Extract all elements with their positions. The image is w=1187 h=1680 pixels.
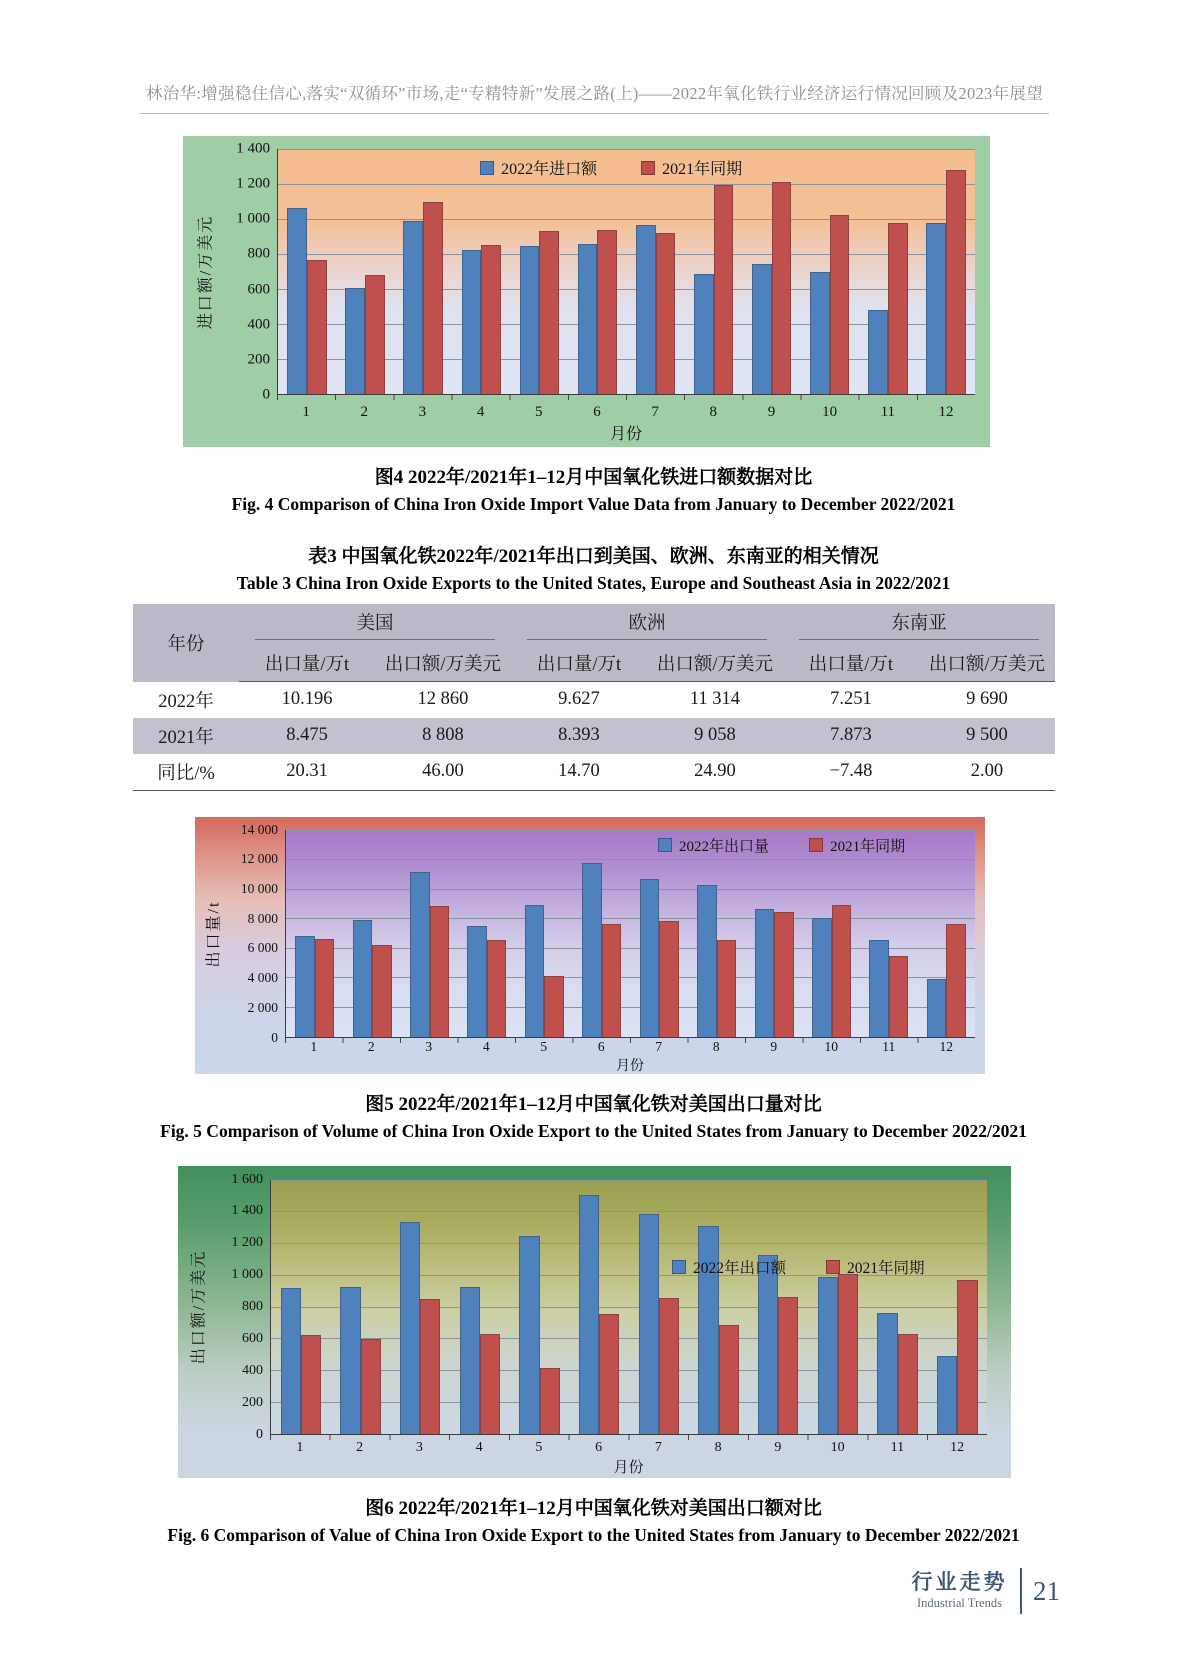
figure-4-caption-zh: 图4 2022年/2021年1–12月中国氧化铁进口额数据对比	[374, 467, 813, 488]
bar-group-month-7	[629, 1180, 689, 1434]
x-tick-label: 11	[880, 404, 896, 420]
y-tick-label: 1 200	[231, 1235, 263, 1251]
x-tick-label: 9	[774, 1439, 782, 1455]
y-tick-label: 800	[247, 245, 270, 262]
y-tick-label: 2 000	[247, 999, 278, 1015]
y-tick-label: 600	[242, 1330, 263, 1346]
bar-group-month-3	[401, 830, 458, 1037]
bar-group-month-6	[569, 1180, 629, 1434]
bar-2021年同期-month-5	[539, 231, 559, 394]
legend-swatch	[658, 838, 672, 852]
x-axis-ticks	[277, 395, 975, 421]
bar-2021年同期-month-3	[423, 202, 443, 395]
bar-chart-import-value	[183, 136, 990, 447]
running-head: 林治华:增强稳住信心,落实“双循环”市场,走“专精特新”发展之路(上)——2022年氧化铁行业经济运行情况回顾及2023年展望	[140, 80, 1049, 114]
x-tick-label: 3	[425, 1038, 433, 1054]
cell: 9 500	[966, 725, 1008, 745]
row-label: 2021年	[158, 727, 214, 748]
bar-2021年同期-month-10	[838, 1274, 858, 1434]
cell: 7.873	[830, 725, 872, 745]
table-row	[133, 754, 1055, 791]
bar-2021年同期-month-8	[719, 1325, 739, 1434]
cell: 8 808	[422, 725, 464, 745]
bar-2022年出口量-month-1	[295, 936, 315, 1037]
bar-2021年同期-month-9	[772, 182, 792, 394]
x-tick-label: 9	[770, 1038, 778, 1054]
footer-section-zh: 行业走势	[911, 1570, 1008, 1595]
bar-2021年同期-month-1	[315, 939, 335, 1037]
bar-group-month-6	[573, 830, 630, 1037]
bar-group-month-5	[510, 149, 568, 394]
y-tick-label: 6 000	[247, 940, 278, 956]
bar-group-month-10	[803, 830, 860, 1037]
bar-2021年同期-month-12	[946, 924, 966, 1036]
x-tick-label: 12	[950, 1439, 965, 1455]
y-tick-label: 1 000	[231, 1267, 263, 1283]
table-header-usa: 美国	[239, 604, 511, 645]
bar-2022年进口额-month-10	[810, 272, 830, 395]
bar-group-month-4	[450, 1180, 510, 1434]
bar-group-month-7	[631, 830, 688, 1037]
footer-section-en: Industrial Trends	[916, 1595, 1003, 1610]
y-tick-label: 0	[262, 386, 270, 403]
x-tick-label: 2	[356, 1439, 364, 1455]
bar-2021年同期-month-3	[430, 906, 450, 1037]
y-axis-title: 出口量/t	[205, 900, 223, 967]
table-3-title-en: Table 3 China Iron Oxide Exports to the United States, Europe and Southeast Asia in 2022/2021	[236, 573, 951, 593]
legend-label: 2021年同期	[830, 838, 906, 855]
bar-group-month-2	[343, 830, 400, 1037]
legend-swatch	[641, 161, 655, 175]
bar-group-month-10	[801, 149, 859, 394]
cell: 9 690	[966, 689, 1008, 710]
plot-area	[285, 830, 975, 1038]
footer-section	[912, 1571, 1008, 1610]
bar-2022年进口额-month-9	[752, 264, 772, 394]
x-tick-label: 6	[595, 1439, 603, 1455]
bar-2021年同期-month-7	[659, 1298, 679, 1434]
y-axis-title: 出口额/万美元	[190, 1249, 208, 1365]
bar-group-month-11	[868, 1180, 928, 1434]
bar-2021年同期-month-11	[888, 223, 908, 395]
x-tick-label: 7	[651, 404, 659, 420]
table-header-year: 年份	[133, 604, 239, 682]
x-tick-label: 5	[540, 1038, 548, 1054]
bar-2022年出口额-month-12	[937, 1356, 957, 1434]
legend-item	[480, 156, 597, 179]
legend-label: 2022年出口量	[679, 838, 770, 855]
x-tick-label: 11	[890, 1439, 905, 1455]
x-tick-label: 1	[296, 1439, 304, 1455]
bar-2021年同期-month-4	[487, 940, 507, 1036]
x-axis-title: 月份	[613, 1459, 644, 1476]
bar-group-month-8	[689, 1180, 749, 1434]
bar-2021年同期-month-1	[301, 1335, 321, 1433]
legend-item	[641, 156, 742, 179]
page-footer	[912, 1568, 1061, 1614]
x-tick-label: 10	[824, 1038, 838, 1054]
x-tick-label: 2	[360, 404, 368, 420]
bar-2021年同期-month-7	[656, 233, 676, 394]
bar-2022年出口量-month-4	[467, 926, 487, 1037]
bar-2022年进口额-month-5	[520, 246, 540, 394]
bar-2022年出口量-month-2	[353, 920, 373, 1037]
bar-2021年同期-month-6	[599, 1314, 619, 1433]
x-tick-label: 7	[654, 1439, 662, 1455]
bar-2021年同期-month-11	[889, 956, 909, 1037]
bar-2022年出口额-month-6	[579, 1195, 599, 1434]
bar-2021年同期-month-2	[372, 945, 392, 1037]
bar-2021年同期-month-6	[602, 924, 622, 1036]
legend-label: 2022年出口额	[692, 1259, 786, 1277]
figure-6-chart	[178, 1166, 1011, 1478]
legend-swatch	[480, 161, 494, 175]
bar-group-month-1	[278, 149, 336, 394]
x-tick-label: 12	[939, 1038, 953, 1054]
y-tick-label: 4 000	[247, 970, 278, 986]
bar-2022年出口额-month-7	[639, 1214, 659, 1433]
cell: 12 860	[417, 689, 469, 710]
bar-2022年进口额-month-4	[462, 250, 482, 394]
y-tick-label: 8 000	[247, 910, 278, 926]
y-tick-label: 0	[256, 1426, 263, 1442]
x-tick-label: 4	[475, 1439, 483, 1455]
y-tick-label: 0	[271, 1029, 278, 1045]
bar-series	[278, 149, 975, 394]
bar-group-month-4	[452, 149, 510, 394]
bar-2022年进口额-month-12	[926, 223, 946, 395]
bar-2021年同期-month-12	[957, 1280, 977, 1433]
figure-5-chart	[195, 817, 985, 1074]
y-tick-label: 1 200	[236, 175, 270, 192]
y-tick-label: 200	[247, 351, 270, 368]
bar-2022年出口量-month-11	[869, 940, 889, 1036]
cell: 46.00	[375, 754, 511, 791]
table-subheader: 出口量/万t	[239, 645, 375, 682]
table-subheader: 出口量/万t	[511, 645, 647, 682]
legend-item	[672, 1256, 786, 1278]
bar-2021年同期-month-12	[946, 170, 966, 394]
x-tick-label: 2	[367, 1038, 375, 1054]
bar-2021年同期-month-10	[830, 215, 850, 394]
table-row	[133, 682, 1055, 718]
bar-2022年出口量-month-6	[582, 863, 602, 1037]
x-tick-label: 6	[597, 1038, 605, 1054]
bar-group-month-8	[688, 830, 745, 1037]
bar-series	[286, 830, 975, 1037]
page-number: 21	[1033, 1575, 1060, 1606]
bar-2021年同期-month-4	[481, 245, 501, 394]
bar-group-month-4	[458, 830, 515, 1037]
bar-group-month-12	[917, 149, 975, 394]
bar-group-month-12	[927, 1180, 987, 1434]
x-axis-ticks	[270, 1435, 987, 1456]
y-tick-label: 1 400	[231, 1203, 263, 1219]
bar-chart-export-volume	[195, 817, 985, 1074]
cell: 14.70	[511, 754, 647, 791]
x-tick-label: 10	[830, 1439, 845, 1455]
x-tick-label: 12	[938, 404, 954, 420]
bar-2022年出口额-month-2	[340, 1287, 360, 1434]
x-tick-label: 5	[535, 1439, 543, 1455]
bar-2021年同期-month-4	[480, 1334, 500, 1434]
table-3	[133, 604, 1055, 791]
x-tick-label: 3	[418, 404, 427, 420]
bar-series	[271, 1180, 987, 1434]
x-tick-label: 9	[767, 404, 776, 420]
bar-2021年同期-month-6	[597, 230, 617, 395]
x-tick-label: 11	[882, 1038, 896, 1054]
y-tick-label: 12 000	[240, 851, 278, 867]
bar-2021年同期-month-8	[714, 185, 734, 394]
bar-group-month-11	[860, 830, 917, 1037]
y-tick-label: 10 000	[240, 880, 278, 896]
cell: 2.00	[919, 754, 1055, 791]
bar-2022年出口量-month-10	[812, 918, 832, 1036]
bar-2022年进口额-month-2	[345, 288, 365, 394]
figure-6-caption-en: Fig. 6 Comparison of Value of China Iron Oxide Export to the United States from January to December 2022/2021	[167, 1524, 1020, 1545]
x-axis-ticks	[285, 1038, 975, 1055]
bar-2021年同期-month-5	[540, 1368, 560, 1433]
bar-2022年出口量-month-5	[525, 905, 545, 1037]
bar-group-month-2	[336, 149, 394, 394]
figure-6-caption-zh: 图6 2022年/2021年1–12月中国氧化铁对美国出口额对比	[365, 1497, 822, 1519]
bar-group-month-1	[286, 830, 343, 1037]
bar-2022年出口量-month-9	[755, 909, 775, 1037]
bar-2021年同期-month-10	[832, 905, 852, 1037]
x-tick-label: 3	[415, 1439, 423, 1455]
bar-2022年进口额-month-3	[403, 221, 423, 394]
bar-2021年同期-month-11	[898, 1334, 918, 1433]
x-axis-title: 月份	[609, 426, 642, 443]
legend-item	[809, 835, 905, 856]
cell: 7.251	[830, 689, 872, 710]
cell: 8.475	[286, 725, 328, 745]
y-axis-title: 进口额/万美元	[197, 214, 215, 330]
bar-group-month-11	[859, 149, 917, 394]
bar-group-month-1	[271, 1180, 331, 1434]
x-tick-label: 4	[482, 1038, 490, 1054]
legend-item	[826, 1256, 925, 1278]
x-tick-label: 5	[535, 404, 543, 420]
cell: −7.48	[783, 754, 919, 791]
bar-group-month-6	[568, 149, 626, 394]
x-tick-label: 8	[714, 1439, 722, 1455]
bar-2022年进口额-month-6	[578, 244, 598, 394]
bar-group-month-9	[745, 830, 802, 1037]
bar-2021年同期-month-9	[774, 912, 794, 1036]
bar-2021年同期-month-9	[778, 1297, 798, 1434]
bar-2022年出口额-month-10	[818, 1277, 838, 1433]
y-axis-ticks	[227, 821, 285, 1045]
y-tick-label: 400	[242, 1362, 263, 1378]
table-subheader: 出口额/万美元	[647, 645, 783, 682]
figure-5-caption-en: Fig. 5 Comparison of Volume of China Iron Oxide Export to the United States from January to December 2022/2021	[160, 1120, 1027, 1141]
table-subheader: 出口额/万美元	[919, 645, 1055, 682]
table-header-europe: 欧洲	[511, 604, 783, 645]
x-tick-label: 1	[302, 404, 310, 420]
bar-group-month-5	[516, 830, 573, 1037]
y-tick-label: 14 000	[240, 821, 278, 837]
bar-2021年同期-month-3	[420, 1299, 440, 1433]
table-subheader: 出口额/万美元	[375, 645, 511, 682]
legend-swatch	[826, 1260, 840, 1274]
legend-item	[658, 835, 769, 856]
legend-label: 2022年进口额	[501, 161, 598, 179]
row-label: 2022年	[158, 691, 214, 712]
bar-2022年出口额-month-1	[281, 1288, 301, 1433]
table-row	[133, 718, 1055, 754]
x-tick-label: 8	[712, 1038, 720, 1054]
bar-2022年出口量-month-8	[697, 885, 717, 1037]
bar-2021年同期-month-5	[544, 976, 564, 1037]
plot-area	[270, 1180, 987, 1435]
y-tick-label: 400	[247, 316, 270, 333]
bar-group-month-7	[626, 149, 684, 394]
bar-2022年出口额-month-9	[758, 1255, 778, 1434]
bar-group-month-3	[390, 1180, 450, 1434]
table-header-sea: 东南亚	[783, 604, 1055, 645]
footer-divider	[1020, 1568, 1023, 1614]
x-tick-label: 1	[310, 1038, 318, 1054]
bar-group-month-3	[394, 149, 452, 394]
bar-2021年同期-month-1	[307, 260, 327, 394]
legend-swatch	[809, 838, 823, 852]
x-tick-label: 4	[476, 404, 485, 420]
bar-2021年同期-month-2	[361, 1339, 381, 1433]
cell: 10.196	[281, 689, 333, 710]
legend-swatch	[672, 1260, 686, 1274]
y-tick-label: 200	[242, 1394, 263, 1410]
x-axis-title: 月份	[616, 1058, 644, 1074]
legend-label: 2021年同期	[846, 1259, 925, 1277]
bar-2021年同期-month-2	[365, 275, 385, 394]
bar-2021年同期-month-8	[717, 940, 737, 1036]
x-tick-label: 7	[655, 1038, 663, 1054]
figure-4-chart	[183, 136, 990, 447]
bar-2022年进口额-month-1	[287, 208, 307, 394]
table-subheader: 出口量/万t	[783, 645, 919, 682]
y-tick-label: 1 000	[236, 210, 270, 227]
bar-2022年出口量-month-12	[927, 979, 947, 1037]
cell: 11 314	[689, 689, 741, 710]
chart-legend	[658, 835, 905, 856]
y-tick-label: 600	[247, 281, 270, 298]
bar-group-month-5	[510, 1180, 570, 1434]
table-3-title-zh: 表3 中国氧化铁2022年/2021年出口到美国、欧洲、东南亚的相关情况	[308, 546, 879, 567]
figure-5-caption-zh: 图5 2022年/2021年1–12月中国氧化铁对美国出口量对比	[365, 1093, 822, 1115]
x-tick-label: 6	[593, 404, 601, 420]
bar-2022年出口量-month-7	[640, 879, 660, 1036]
bar-2022年出口额-month-11	[877, 1313, 897, 1434]
bar-group-month-9	[748, 1180, 808, 1434]
y-tick-label: 800	[242, 1299, 263, 1314]
bar-2022年进口额-month-8	[694, 274, 714, 394]
bar-2022年出口额-month-5	[519, 1236, 539, 1434]
legend-label: 2021年同期	[662, 161, 743, 179]
bar-2022年进口额-month-11	[868, 310, 888, 394]
cell: 20.31	[239, 754, 375, 791]
bar-group-month-9	[743, 149, 801, 394]
x-tick-label: 10	[822, 404, 838, 420]
bar-2022年出口额-month-3	[400, 1222, 420, 1434]
bar-chart-export-value	[178, 1166, 1011, 1478]
row-label: 同比/%	[133, 754, 239, 791]
x-tick-label: 8	[709, 404, 718, 420]
bar-2021年同期-month-7	[659, 921, 679, 1036]
figure-4-caption-en: Fig. 4 Comparison of China Iron Oxide Import Value Data from January to December 2022/2021	[231, 494, 956, 514]
plot-area	[277, 149, 975, 395]
chart-legend	[480, 156, 742, 179]
bar-group-month-2	[331, 1180, 391, 1434]
bar-group-month-10	[808, 1180, 868, 1434]
y-tick-label: 1 400	[236, 140, 270, 157]
y-axis-ticks	[219, 140, 277, 403]
y-axis-ticks	[212, 1171, 270, 1442]
chart-legend	[672, 1256, 925, 1278]
bar-2022年出口量-month-3	[410, 872, 430, 1036]
y-tick-label: 1 600	[231, 1171, 263, 1187]
bar-2022年出口额-month-4	[460, 1287, 480, 1433]
cell: 9 058	[694, 725, 736, 745]
cell: 9.627	[558, 689, 600, 710]
cell: 24.90	[647, 754, 783, 791]
cell: 8.393	[558, 725, 600, 745]
bar-2022年进口额-month-7	[636, 225, 656, 394]
bar-group-month-12	[918, 830, 975, 1037]
bar-group-month-8	[685, 149, 743, 394]
